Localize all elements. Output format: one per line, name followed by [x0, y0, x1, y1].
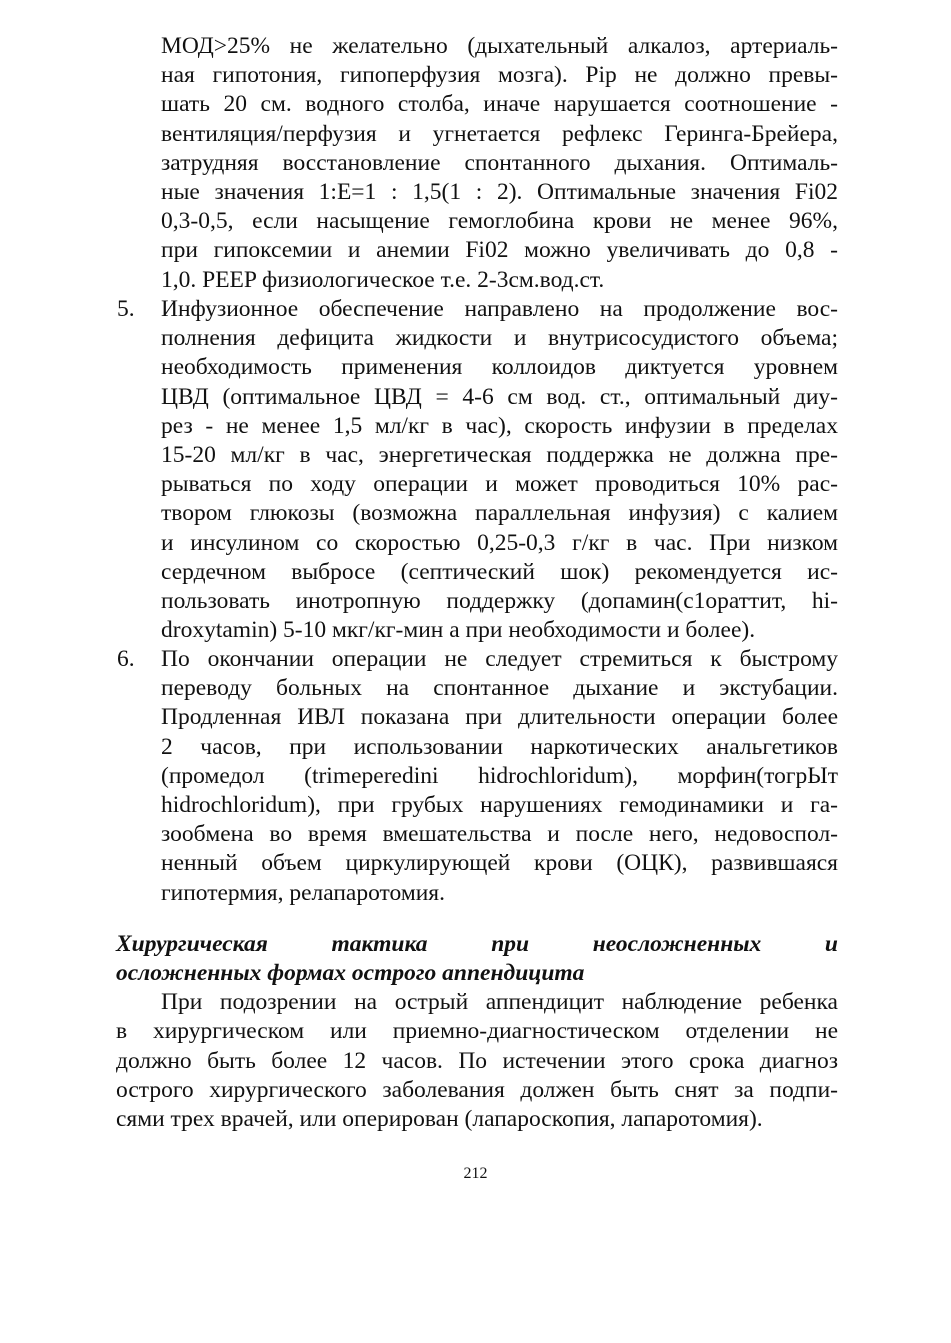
list-number-5: 5. [117, 296, 135, 322]
list-item-5 [161, 295, 838, 645]
text-line: По окончании операции не следует стремиться к быстрому [161, 646, 838, 672]
text-line: 2 часов, при использовании наркотических анальгетиков [161, 733, 838, 760]
text-line: необходимость применения коллоидов диктуется уровнем [161, 354, 838, 381]
text-line: переводу больных на спонтанное дыхание и экстубации. [161, 675, 838, 702]
text-line: вентиляция/перфузия и угнетается рефлекс Геринга-Брейера, [161, 120, 838, 147]
text-line: droxytamin) 5-10 мкг/кг-мин а при необходимости и более). [161, 617, 756, 644]
text-line: Инфузионное обеспечение направлено на продолжение вос- [161, 296, 838, 322]
text-line: (промедол (trimeperedini hidrochloridum), морфин(тогрЫт [161, 762, 838, 789]
text-line: ные значения 1:Е=1 : 1,5(1 : 2). Оптимальные значения Fi02 [161, 178, 838, 205]
text-line: Продленная ИВЛ показана при длительности операции более [161, 704, 838, 731]
text-line: рез - не менее 1,5 мл/кг в час), скорость инфузии в пределах [161, 412, 838, 439]
text-line: твором глюкозы (возможна параллельная инфузия) с калием [161, 500, 838, 527]
text-line: ЦВД (оптимальное ЦВД = 4-6 см вод. ст., оптимальный диу- [161, 383, 838, 410]
text-line: зообмена во время вмешательства и после него, недовоспол- [161, 821, 838, 848]
heading-line: осложненных формах острого аппендицита [116, 960, 585, 986]
text-line: hidrochloridum), при грубых нарушениях гемодинамики и га- [161, 791, 838, 818]
text-line: рываться по ходу операции и может проводиться 10% рас- [161, 471, 838, 498]
list-item-6 [161, 645, 838, 908]
text-line: 1,0. PEEP физиологическое т.е. 2-3см.вод.ст. [161, 266, 605, 293]
text-line: затрудняя восстановление спонтанного дыхания. Оптималь- [161, 149, 838, 176]
section-heading [116, 930, 838, 988]
text-line: МОД>25% не желательно (дыхательный алкалоз, артериаль- [161, 33, 838, 59]
list-number-6: 6. [117, 646, 135, 672]
text-line: ненный объем циркулирующей крови (ОЦК), развившаяся [161, 850, 838, 877]
text-line: полнения дефицита жидкости и внутрисосудистого объема; [161, 325, 838, 352]
text-line: должно быть более 12 часов. По истечении этого срока диагноз [116, 1047, 838, 1074]
text-line: и инсулином со скоростью 0,25-0,3 г/кг в час. При низком [161, 529, 838, 556]
page-number: 212 [463, 1165, 488, 1182]
text-line: пользовать инотропную поддержку (допамин(c1oраттит, hi- [161, 587, 838, 614]
intro-block [161, 32, 838, 295]
text-line: сями трех врачей, или оперирован (лапароскопия, лапаротомия). [116, 1106, 763, 1133]
text-line: при гипоксемии и анемии Fi02 можно увеличивать до 0,8 - [161, 237, 838, 264]
body-paragraph [116, 988, 838, 1134]
text-line: в хирургическом или приемно-диагностическом отделении не [116, 1018, 838, 1045]
text-line: гипотермия, релапаротомия. [161, 879, 445, 906]
heading-line: Хирургическая тактика при неосложненных и [116, 931, 838, 957]
text-line: шать 20 см. водного столба, иначе нарушается соотношение - [161, 91, 838, 118]
text-line: сердечном выбросе (септический шок) рекомендуется ис- [161, 558, 838, 585]
text-line: ная гипотония, гипоперфузия мозга). Pip не должно превы- [161, 62, 838, 89]
text-line: 15-20 мл/кг в час, энергетическая поддержка не должна пре- [161, 441, 838, 468]
text-line: При подозрении на острый аппендицит наблюдение ребенка [161, 989, 838, 1015]
text-line: острого хирургического заболевания должен быть снят за подпи- [116, 1076, 838, 1103]
text-line: 0,3-0,5, если насыщение гемоглобина крови не менее 96%, [161, 208, 838, 235]
